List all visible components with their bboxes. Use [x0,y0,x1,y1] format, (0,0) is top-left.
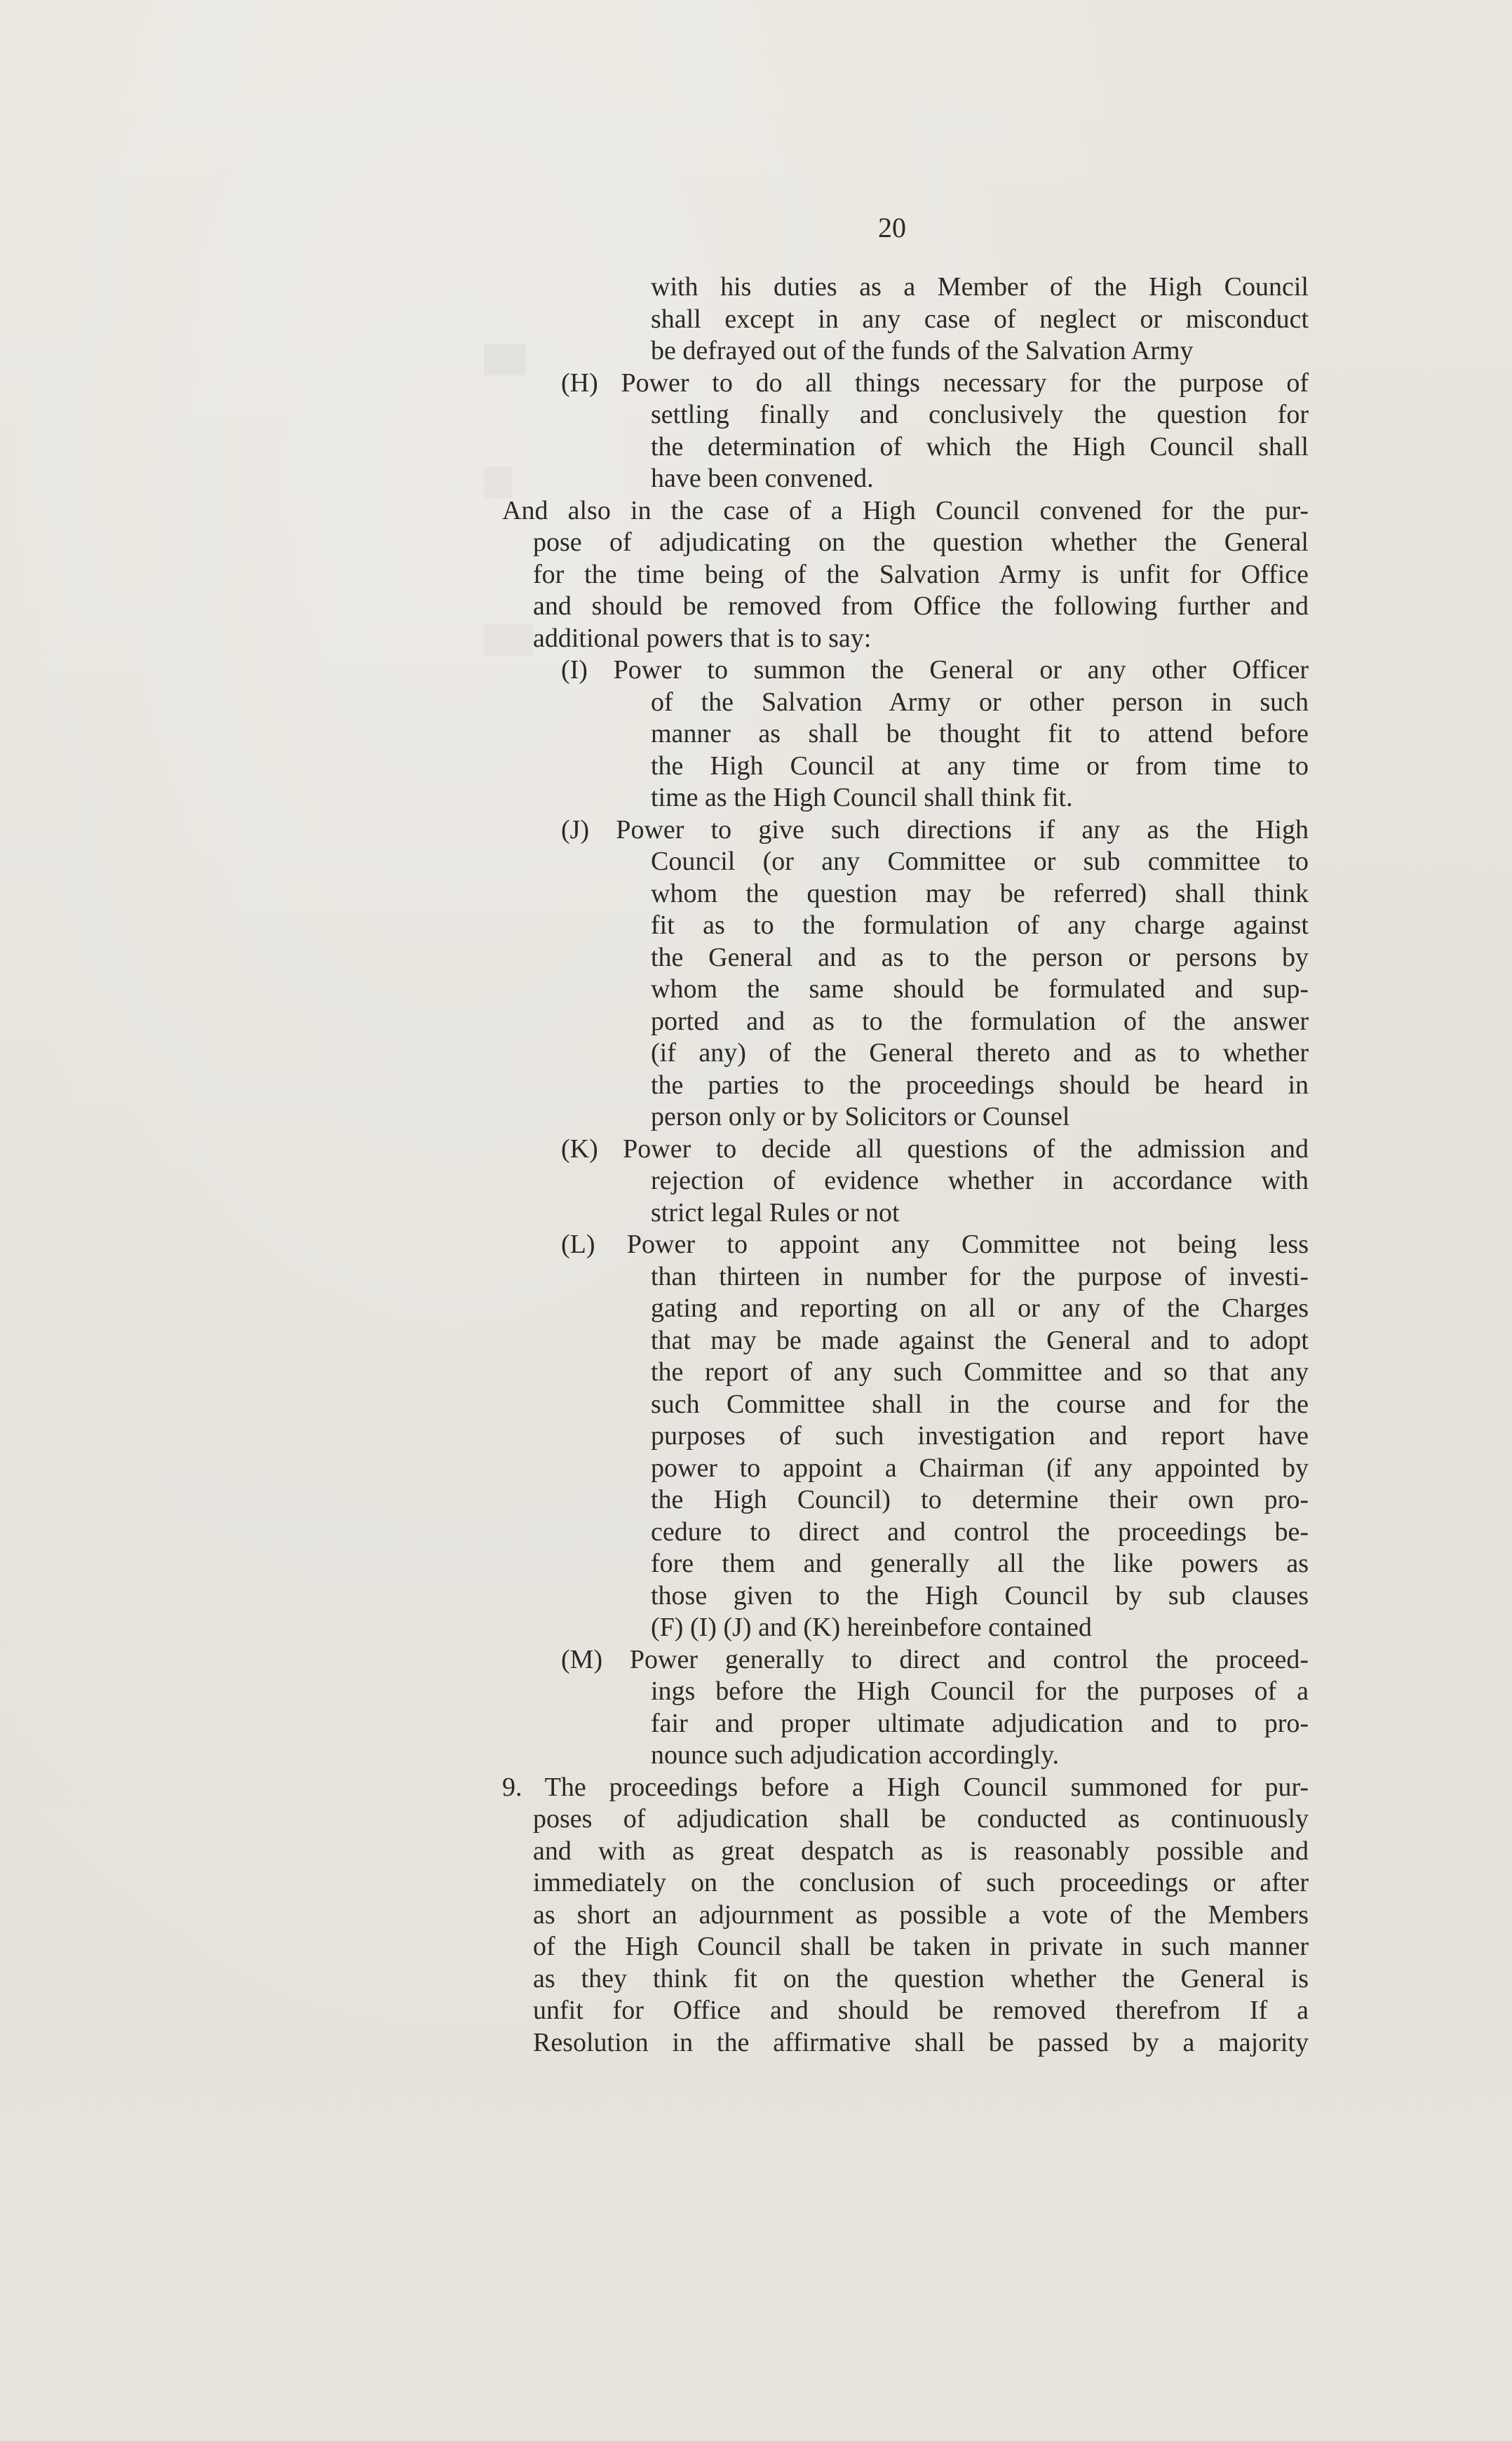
text-line: poses of adjudication shall be conducted as continuously [533,1804,1309,1834]
text-line: Council (or any Committee or sub committee to [651,847,1309,876]
text-line: (J) Power to give such directions if any as the High [561,814,1309,845]
text-line: the High Council at any time or from time to [651,751,1309,781]
text-line: the parties to the proceedings should be heard in [651,1070,1309,1100]
text-line: rejection of evidence whether in accordance with [651,1166,1309,1195]
text-line: of the High Council shall be taken in private in such manner [533,1932,1309,1961]
text-line: (K) Power to decide all questions of the admission and [561,1134,1309,1164]
text-line: pose of adjudicating on the question whether the General [533,527,1309,557]
text-line: And also in the case of a High Council convened for the pur- [502,495,1309,525]
text-line: as they think fit on the question whether the General is [533,1963,1309,1993]
text-line: power to appoint a Chairman (if any appointed by [651,1453,1309,1483]
text-line: for the time being of the Salvation Army is unfit for Office [533,559,1309,589]
text-line: than thirteen in number for the purpose of investi- [651,1261,1309,1291]
text-line: (H) Power to do all things necessary for the purpose of [561,368,1309,398]
text-line: those given to the High Council by sub clauses [651,1580,1309,1610]
text-line: manner as shall be thought fit to attend before [651,719,1309,748]
text-line: (I) Power to summon the General or any other Officer [561,655,1309,685]
text-line: the High Council) to determine their own pro- [651,1485,1309,1514]
text-line: the report of any such Committee and so that any [651,1357,1309,1387]
text-line: time as the High Council shall think fit. [651,783,1073,812]
text-line: additional powers that is to say: [533,623,872,653]
page-number: 20 [878,212,906,243]
text-line: purposes of such investigation and report have [651,1421,1309,1451]
text-line: whom the same should be formulated and sup- [651,974,1309,1004]
text-line: that may be made against the General and to adopt [651,1325,1309,1355]
text-line: fore them and generally all the like powers as [651,1549,1309,1578]
text-line: Resolution in the affirmative shall be passed by a majority [533,2027,1309,2057]
text-line: person only or by Solicitors or Counsel [651,1102,1070,1131]
text-line: ported and as to the formulation of the answer [651,1006,1309,1036]
text-line: unfit for Office and should be removed therefrom If a [533,1996,1309,2025]
text-line: whom the question may be referred) shall think [651,878,1309,908]
text-line: the General and as to the person or persons by [651,942,1309,972]
text-line: be defrayed out of the funds of the Salvation Army [651,336,1194,365]
text-line: 9. The proceedings before a High Council summoned for pur- [502,1772,1309,1802]
text-line: nounce such adjudication accordingly. [651,1740,1060,1770]
text-line: strict legal Rules or not [651,1197,900,1228]
text-line: and should be removed from Office the following further and [533,591,1309,621]
text-line: (L) Power to appoint any Committee not being less [561,1230,1309,1259]
text-line: (F) (I) (J) and (K) hereinbefore contained [651,1613,1092,1642]
text-line: have been convened. [651,464,874,493]
text-line: the determination of which the High Council shall [651,431,1309,462]
text-line: (M) Power generally to direct and control the proceed- [561,1644,1309,1674]
text-line: such Committee shall in the course and for the [651,1389,1309,1419]
text-line: of the Salvation Army or other person in such [651,687,1309,717]
text-line: settling finally and conclusively the question for [651,400,1309,429]
text-line: and with as great despatch as is reasonably possible and [533,1836,1309,1866]
text-line: with his duties as a Member of the High Council [651,272,1309,302]
text-line: ings before the High Council for the purposes of a [651,1676,1309,1706]
text-line: cedure to direct and control the proceedings be- [651,1517,1309,1547]
text-line: fit as to the formulation of any charge against [651,910,1309,940]
text-line: (if any) of the General thereto and as to whether [651,1038,1309,1068]
text-line: gating and reporting on all or any of the Charges [651,1293,1309,1323]
text-line: as short an adjournment as possible a vote of the Members [533,1899,1309,1930]
text-line: fair and proper ultimate adjudication and to pro- [651,1708,1309,1738]
text-line: shall except in any case of neglect or misconduct [651,304,1309,334]
text-line: immediately on the conclusion of such proceedings or after [533,1868,1309,1897]
